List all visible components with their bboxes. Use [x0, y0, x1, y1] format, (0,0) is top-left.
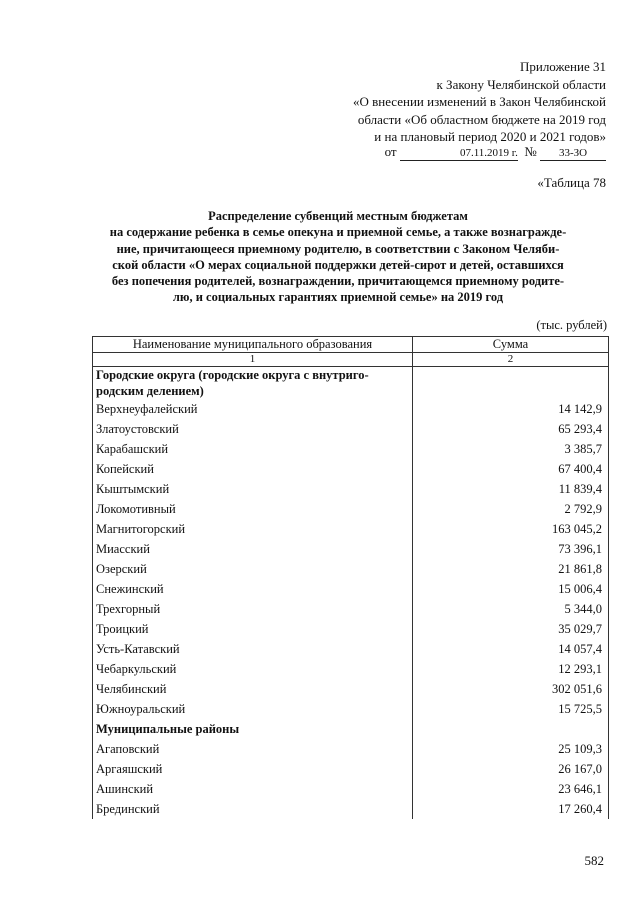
- municipality-name: Локомотивный: [93, 499, 413, 519]
- municipality-name: Снежинский: [93, 579, 413, 599]
- subsidy-amount: 5 344,0: [413, 599, 609, 619]
- appendix-line: и на плановый период 2020 и 2021 годов»: [374, 129, 606, 144]
- header-sum: Сумма: [413, 337, 609, 353]
- title-line: без попечения родителей, вознаграждении, причитающемся приемному родите-: [111, 274, 565, 289]
- table-row: [93, 679, 609, 699]
- law-number: 33-ЗО: [540, 147, 606, 161]
- municipality-name: Ашинский: [93, 779, 413, 799]
- table-row: [93, 399, 609, 419]
- table-row: [93, 419, 609, 439]
- group-row-municipal-districts: [93, 719, 609, 739]
- table-row: [93, 699, 609, 719]
- municipality-name: Миасский: [93, 539, 413, 559]
- table-row: [93, 659, 609, 679]
- group-label-line: родским делением): [96, 384, 204, 398]
- table-row: [93, 559, 609, 579]
- subsidy-amount: 25 109,3: [413, 739, 609, 759]
- table-row: [93, 799, 609, 819]
- group-row-city-districts: [93, 367, 609, 400]
- appendix-line: области «Об областном бюджете на 2019 год: [357, 111, 606, 127]
- subsidy-amount: 163 045,2: [413, 519, 609, 539]
- subsidy-amount: 14 142,9: [413, 399, 609, 419]
- group-label: Муниципальные районы: [93, 719, 413, 739]
- subsidy-amount: 15 725,5: [413, 699, 609, 719]
- subsidy-amount: 17 260,4: [413, 799, 609, 819]
- table-row: [93, 519, 609, 539]
- subsidy-amount: 11 839,4: [413, 479, 609, 499]
- table-header-row: [93, 337, 609, 353]
- appendix-header: [276, 58, 606, 146]
- table-row: [93, 439, 609, 459]
- table-row: [93, 759, 609, 779]
- subsidy-amount: 2 792,9: [413, 499, 609, 519]
- subsidy-table: [92, 336, 609, 819]
- subsidy-amount: 73 396,1: [413, 539, 609, 559]
- group-label-line: Городские округа (городские округа с внутриго-: [96, 368, 369, 382]
- subsidy-amount: 302 051,6: [413, 679, 609, 699]
- table-reference: «Таблица 78: [537, 175, 606, 190]
- municipality-name: Агаповский: [93, 739, 413, 759]
- title-line: ние, причитающееся приемному родителю, в соответствии с Законом Челяби-: [116, 241, 560, 256]
- appendix-line: «О внесении изменений в Закон Челябинской: [352, 94, 606, 109]
- table-row: [93, 539, 609, 559]
- table-row: [93, 499, 609, 519]
- appendix-line: к Закону Челябинской области: [436, 76, 606, 92]
- table-row: [93, 579, 609, 599]
- title-line: Распределение субвенций местным бюджетам: [208, 209, 468, 223]
- subsidy-amount: 35 029,7: [413, 619, 609, 639]
- municipality-name: Троицкий: [93, 619, 413, 639]
- municipality-name: Карабашский: [93, 439, 413, 459]
- subsidy-amount: 26 167,0: [413, 759, 609, 779]
- subsidy-amount: 3 385,7: [413, 439, 609, 459]
- municipality-name: Челябинский: [93, 679, 413, 699]
- law-date-number: [385, 144, 606, 161]
- title-line: ской области «О мерах социальной поддержки детей-сирот и детей, оставшихся: [112, 257, 564, 272]
- subsidy-amount: 12 293,1: [413, 659, 609, 679]
- subsidy-amount: 23 646,1: [413, 779, 609, 799]
- table-row: [93, 639, 609, 659]
- column-number: 1: [93, 353, 413, 367]
- document-title: [60, 208, 616, 306]
- table-row: [93, 479, 609, 499]
- municipality-name: Копейский: [93, 459, 413, 479]
- municipality-name: Златоустовский: [93, 419, 413, 439]
- page-number: 582: [584, 853, 604, 868]
- subsidy-amount: 14 057,4: [413, 639, 609, 659]
- units-label: (тыс. рублей): [536, 318, 607, 332]
- title-line: лю, и социальных гарантиях приемной семье» на 2019 год: [172, 290, 504, 305]
- subsidy-amount: 21 861,8: [413, 559, 609, 579]
- municipality-name: Аргаяшский: [93, 759, 413, 779]
- group-value-empty: [413, 367, 609, 400]
- table-row: [93, 459, 609, 479]
- municipality-name: Усть-Катавский: [93, 639, 413, 659]
- municipality-name: Южноуральский: [93, 699, 413, 719]
- table-row: [93, 739, 609, 759]
- municipality-name: Верхнеуфалейский: [93, 399, 413, 419]
- table-row: [93, 599, 609, 619]
- header-name: Наименование муниципального образования: [93, 337, 413, 353]
- title-line: на содержание ребенка в семье опекуна и приемной семье, а также вознагражде-: [109, 225, 567, 240]
- law-date: 07.11.2019 г.: [400, 147, 518, 161]
- appendix-line: Приложение 31: [519, 59, 606, 74]
- municipality-name: Брединский: [93, 799, 413, 819]
- from-label: от: [384, 144, 397, 159]
- municipality-name: Чебаркульский: [93, 659, 413, 679]
- municipality-name: Озерский: [93, 559, 413, 579]
- table-row: [93, 779, 609, 799]
- municipality-name: Магнитогорский: [93, 519, 413, 539]
- group-value-empty: [413, 719, 609, 739]
- group-label: [93, 367, 413, 400]
- subsidy-amount: 15 006,4: [413, 579, 609, 599]
- subsidy-amount: 67 400,4: [413, 459, 609, 479]
- column-number: 2: [413, 353, 609, 367]
- column-number-row: [93, 353, 609, 367]
- municipality-name: Кыштымский: [93, 479, 413, 499]
- subsidy-amount: 65 293,4: [413, 419, 609, 439]
- municipality-name: Трехгорный: [93, 599, 413, 619]
- number-label: №: [524, 144, 537, 159]
- table-row: [93, 619, 609, 639]
